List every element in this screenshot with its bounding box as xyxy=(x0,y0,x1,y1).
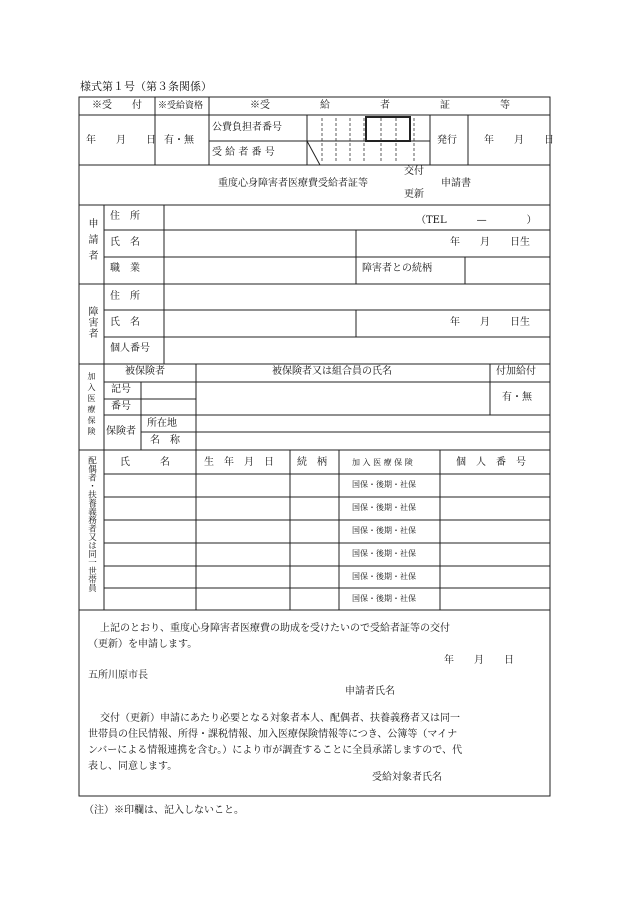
consent-line3: ンバーによる情報連携を含む。）により市が調査することに全員承諾しますので、代 xyxy=(88,745,463,756)
family-section-label: 配偶者・扶養義務者又は同一世帯員 xyxy=(86,456,97,592)
insurer-name-label: 名 称 xyxy=(150,435,180,446)
applicant-signature-label: 申請者氏名 xyxy=(345,686,395,697)
insured-label: 被保険者 xyxy=(125,366,165,377)
applicant-tel: （TEL — ） xyxy=(416,215,537,226)
applicant-name-label: 氏 名 xyxy=(110,237,140,248)
issue-date: 年 月 日 xyxy=(484,135,554,146)
consent-line4: 表し、同意します。 xyxy=(88,761,178,772)
target-signature-label: 受給対象者氏名 xyxy=(372,772,442,783)
applicant-address-label: 住 所 xyxy=(110,211,140,222)
insured-name-label: 被保険者又は組合員の氏名 xyxy=(272,366,392,377)
family-row-insurance: 国保・後期・社保 xyxy=(352,549,416,558)
insurer-location-label: 所在地 xyxy=(147,418,177,429)
consent-line2: 世帯員の住民情報、所得・課税情報、加入医療保険情報等につき、公簿等（マイナ xyxy=(88,729,458,740)
form-title: 重度心身障害者医療費受給者証等 xyxy=(218,178,368,189)
title-suffix: 申請書 xyxy=(441,178,471,189)
payer-number-label: 公費負担者番号 xyxy=(212,122,282,133)
title-option-renew: 更新 xyxy=(404,189,424,200)
form-id: 様式第１号（第３条関係） xyxy=(80,80,212,93)
family-col-number: 個 人 番 号 xyxy=(456,457,526,468)
addressee: 五所川原市長 xyxy=(88,670,148,681)
family-row-insurance: 国保・後期・社保 xyxy=(352,503,416,512)
family-row-insurance: 国保・後期・社保 xyxy=(352,480,416,489)
declaration-line1: 上記のとおり、重度心身障害者医療費の助成を受けたいので受給者証等の交付 xyxy=(100,623,450,634)
receipt-date: 年 月 日 xyxy=(86,135,156,146)
family-row-insurance: 国保・後期・社保 xyxy=(352,572,416,581)
issue-label: 発行 xyxy=(437,135,457,146)
applicant-birth: 年 月 日生 xyxy=(450,237,530,248)
symbol-label: 記号 xyxy=(111,384,131,395)
disabled-name-label: 氏 名 xyxy=(110,317,140,328)
eligibility-label: ※受給資格 xyxy=(158,101,204,111)
family-col-relation: 続 柄 xyxy=(297,457,327,468)
relation-label: 障害者との続柄 xyxy=(362,263,432,274)
personal-number-label: 個人番号 xyxy=(110,343,150,354)
insurer-label: 保険者 xyxy=(106,426,136,437)
title-option-issue: 交付 xyxy=(404,166,424,177)
family-col-name: 氏 名 xyxy=(120,457,170,468)
receipt-label: ※受 付 xyxy=(92,100,142,111)
disabled-section-label: 障害者 xyxy=(86,306,97,339)
insurance-section-label: 加入医療保険 xyxy=(87,372,96,438)
consent-line1: 交付（更新）申請にあたり必要となる対象者本人、配偶者、扶養義務者又は同一 xyxy=(100,713,460,724)
disabled-birth: 年 月 日生 xyxy=(450,317,530,328)
number-label: 番号 xyxy=(111,401,131,412)
declaration-date: 年 月 日 xyxy=(444,655,514,666)
declaration-line2: （更新）を申請します。 xyxy=(88,639,198,650)
extra-benefit-label: 付加給付 xyxy=(496,366,536,377)
family-col-insurance: 加 入 医 療 保 険 xyxy=(352,458,413,467)
applicant-job-label: 職 業 xyxy=(110,263,140,274)
disabled-address-label: 住 所 xyxy=(110,291,140,302)
cert-etc-label: ※受 給 者 証 等 xyxy=(250,100,510,111)
extra-yes-no: 有・無 xyxy=(502,392,532,403)
family-row-insurance: 国保・後期・社保 xyxy=(352,526,416,535)
recipient-number-label: 受 給 者 番 号 xyxy=(212,147,275,158)
footnote: （注）※印欄は、記入しないこと。 xyxy=(84,805,244,816)
eligibility-yes-no: 有・無 xyxy=(164,135,194,146)
family-col-birth: 生 年 月 日 xyxy=(204,457,274,468)
applicant-section-label: 申請者 xyxy=(86,218,97,266)
family-row-insurance: 国保・後期・社保 xyxy=(352,594,416,603)
